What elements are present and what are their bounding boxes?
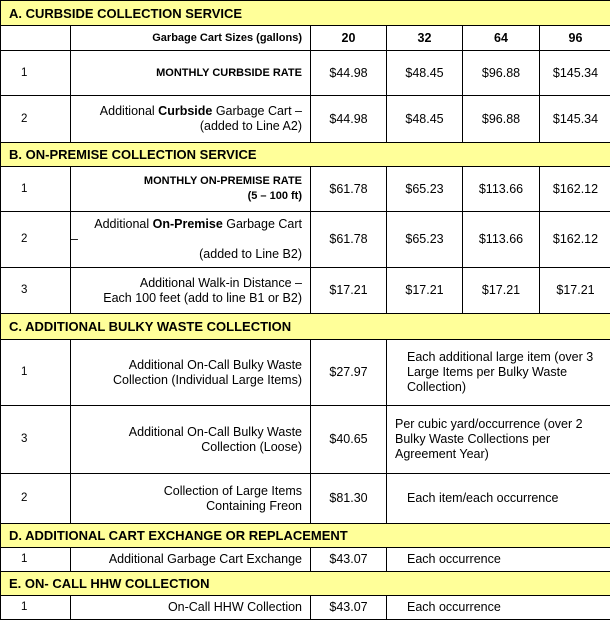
desc-text: Collection (Loose)	[201, 439, 302, 454]
cart-sizes-label: Garbage Cart Sizes (gallons)	[71, 26, 311, 51]
size-32-header: 32	[387, 26, 463, 51]
line-number: 1	[1, 167, 71, 212]
table-row	[1, 474, 610, 524]
price-32: $48.45	[387, 96, 463, 143]
section-a-header-row	[1, 1, 610, 26]
price-32: $65.23	[387, 167, 463, 212]
price: $43.07	[311, 548, 387, 572]
desc-text: Each 100 feet (add to line B1 or B2)	[103, 290, 302, 305]
section-e-header-row	[1, 572, 610, 596]
section-c-title: C. ADDITIONAL BULKY WASTE COLLECTION	[1, 314, 610, 340]
header-empty-cell	[1, 26, 71, 51]
desc-bold-text: On-Premise	[152, 217, 223, 231]
table-row	[1, 548, 610, 572]
section-d-title: D. ADDITIONAL CART EXCHANGE OR REPLACEMENT	[1, 524, 610, 548]
price: $81.30	[311, 474, 387, 524]
price-64: $113.66	[463, 212, 540, 268]
price: $40.65	[311, 406, 387, 474]
line-number: 3	[1, 406, 71, 474]
price-20: $17.21	[311, 268, 387, 314]
line-description	[71, 268, 311, 314]
desc-text: –	[71, 232, 78, 246]
desc-text: Additional	[94, 217, 153, 231]
size-64-header: 64	[463, 26, 540, 51]
line-description: Additional Garbage Cart Exchange	[71, 548, 311, 572]
section-c-header-row	[1, 314, 610, 340]
line-description	[71, 406, 311, 474]
desc-text: (added to Line A2)	[199, 119, 302, 133]
table-row	[1, 96, 610, 143]
price-96: $17.21	[540, 268, 610, 314]
cart-size-header-row	[1, 26, 610, 51]
price-64: $113.66	[463, 167, 540, 212]
line-number: 2	[1, 212, 71, 268]
table-row	[1, 340, 610, 406]
price-32: $65.23	[387, 212, 463, 268]
desc-text: Additional On-Call Bulky Waste	[128, 424, 302, 439]
line-number: 1	[1, 548, 71, 572]
line-number: 2	[1, 96, 71, 143]
price-20: $44.98	[311, 96, 387, 143]
desc-text: Garbage Cart	[222, 217, 302, 231]
line-description: MONTHLY CURBSIDE RATE	[71, 51, 311, 96]
price-96: $162.12	[540, 212, 610, 268]
section-a-title: A. CURBSIDE COLLECTION SERVICE	[1, 1, 610, 26]
price-20: $61.78	[311, 167, 387, 212]
section-b-title: B. ON-PREMISE COLLECTION SERVICE	[1, 143, 610, 167]
line-number: 2	[1, 474, 71, 524]
line-description: On-Call HHW Collection	[71, 596, 311, 620]
size-96-header: 96	[540, 26, 610, 51]
price-64: $96.88	[463, 96, 540, 143]
price-note: Each additional large item (over 3 Large Items per Bulky Waste Collection)	[387, 340, 610, 406]
price: $43.07	[311, 596, 387, 620]
desc-text: Containing Freon	[206, 498, 302, 513]
price-note: Each occurrence	[387, 548, 610, 572]
line-number: 1	[1, 340, 71, 406]
desc-text: Collection of Large Items	[163, 483, 302, 498]
price-96: $145.34	[540, 51, 610, 96]
line-number: 1	[1, 596, 71, 620]
price-20: $44.98	[311, 51, 387, 96]
line-description	[71, 340, 311, 406]
desc-text: Additional Walk-in Distance –	[139, 275, 302, 290]
line-description	[71, 167, 311, 212]
size-20-header: 20	[311, 26, 387, 51]
price: $27.97	[311, 340, 387, 406]
desc-text: (5 – 100 ft)	[247, 190, 302, 202]
table-row	[1, 596, 610, 620]
price-32: $48.45	[387, 51, 463, 96]
table-row	[1, 268, 610, 314]
section-e-title: E. ON- CALL HHW COLLECTION	[1, 572, 610, 596]
desc-text: MONTHLY ON-PREMISE RATE	[143, 175, 302, 187]
table-row	[1, 406, 610, 474]
line-number: 1	[1, 51, 71, 96]
table-row	[1, 212, 610, 268]
line-description	[71, 474, 311, 524]
desc-text: Additional On-Call Bulky Waste	[128, 357, 302, 372]
price-96: $162.12	[540, 167, 610, 212]
price-note: Per cubic yard/occurrence (over 2 Bulky Waste Collections per Agreement Year)	[387, 406, 610, 474]
price-64: $96.88	[463, 51, 540, 96]
price-64: $17.21	[463, 268, 540, 314]
desc-text: Additional	[99, 104, 159, 118]
price-note: Each item/each occurrence	[387, 474, 610, 524]
price-32: $17.21	[387, 268, 463, 314]
table-row	[1, 167, 610, 212]
line-description	[71, 96, 311, 143]
desc-bold-text: Curbside	[158, 104, 213, 118]
line-description	[71, 212, 311, 268]
price-note: Each occurrence	[387, 596, 610, 620]
desc-text: Garbage Cart –	[212, 104, 302, 118]
table-row	[1, 51, 610, 96]
price-20: $61.78	[311, 212, 387, 268]
line-number: 3	[1, 268, 71, 314]
section-d-header-row	[1, 524, 610, 548]
desc-text: Collection (Individual Large Items)	[113, 372, 302, 387]
section-b-header-row	[1, 143, 610, 167]
price-96: $145.34	[540, 96, 610, 143]
desc-text: (added to Line B2)	[199, 247, 302, 261]
